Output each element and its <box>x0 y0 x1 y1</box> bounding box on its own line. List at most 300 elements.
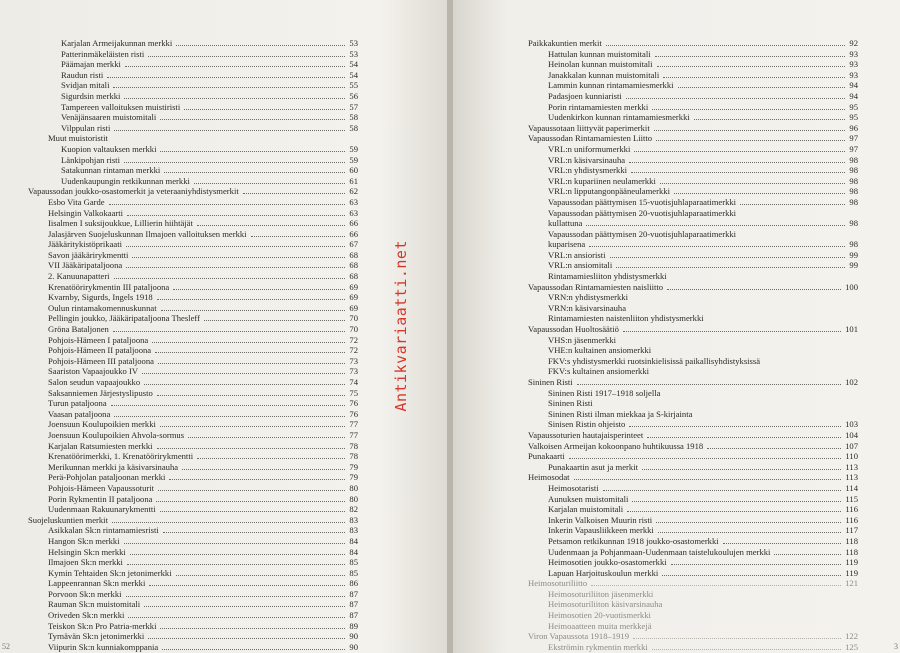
toc-entry <box>528 557 858 568</box>
toc-leader-dots <box>662 575 841 576</box>
toc-entry <box>28 642 358 653</box>
toc-leader-dots <box>251 236 346 237</box>
toc-entry-page: 102 <box>845 377 858 387</box>
toc-entry <box>28 80 358 91</box>
toc-entry-page: 117 <box>845 525 858 536</box>
toc-entry-page: 115 <box>845 493 858 504</box>
toc-entry-title: VRL:n ansiomitali <box>548 260 613 271</box>
toc-entry-page: 85 <box>349 557 358 568</box>
toc-entry <box>528 621 858 632</box>
toc-entry-title: Saariston Vapaajoukko IV <box>48 366 139 377</box>
toc-leader-dots <box>652 649 841 650</box>
toc-entry-title: Pohjois-Hämeen III pataljoona <box>48 355 154 366</box>
toc-entry <box>528 260 858 271</box>
toc-entry-title: Rintamamiesliiton yhdistysmerkki <box>548 271 667 282</box>
toc-leader-dots <box>647 437 841 438</box>
toc-entry-page: 99 <box>849 249 858 260</box>
toc-entry-page: 100 <box>845 281 858 292</box>
toc-leader-dots <box>658 532 842 533</box>
toc-entry <box>28 589 358 600</box>
toc-entry <box>528 451 858 462</box>
toc-entry <box>528 377 858 388</box>
toc-entry-page: 60 <box>349 165 358 176</box>
toc-leader-dots <box>127 215 345 216</box>
toc-entry-page: 53 <box>349 38 358 48</box>
toc-entry <box>528 208 858 219</box>
toc-entry-page: 95 <box>849 101 858 112</box>
toc-entry-title: Salon seudun vapaajoukko <box>48 377 141 387</box>
toc-entry <box>528 250 858 261</box>
toc-entry-page: 84 <box>349 546 358 557</box>
toc-leader-dots <box>243 193 346 194</box>
toc-entry <box>28 165 358 176</box>
toc-entry-page: 96 <box>849 122 858 133</box>
toc-entry-page: 58 <box>349 112 358 123</box>
toc-entry-page: 119 <box>845 567 858 578</box>
toc-entry-title: Perä-Pohjolan pataljoonan merkki <box>48 472 166 483</box>
toc-entry-title: VRL:n käsivarsinauha <box>548 154 626 165</box>
toc-entry-page: 94 <box>849 80 858 91</box>
toc-entry <box>28 483 358 494</box>
toc-entry <box>28 557 358 568</box>
toc-entry-title: 2. Kanuunapatteri <box>48 271 110 282</box>
toc-leader-dots <box>182 469 345 470</box>
toc-entry-page: 62 <box>349 186 358 197</box>
toc-entry <box>528 144 858 155</box>
toc-leader-dots <box>112 522 345 523</box>
toc-entry-page: 93 <box>849 69 858 80</box>
toc-entry-page: 68 <box>349 249 358 260</box>
toc-leader-dots <box>128 617 345 618</box>
toc-entry-title: Janakkalan kunnan muistomitali <box>548 69 660 80</box>
toc-leader-dots <box>586 225 845 226</box>
toc-entry-title: Ilmajoen Sk:n merkki <box>48 557 123 568</box>
toc-entry <box>528 239 858 250</box>
toc-leader-dots <box>109 204 346 205</box>
toc-entry-title: Sininen Risti <box>548 398 593 409</box>
toc-entry <box>528 504 858 515</box>
toc-entry <box>28 303 358 314</box>
toc-entry <box>28 197 358 208</box>
toc-entry-title: FKV:s yhdistysmerkki ruotsinkielisissä paikallisyhdistyksissä <box>548 355 761 366</box>
toc-entry-title: Heimosoturiliiton käsivarsinauha <box>548 599 663 610</box>
toc-leader-dots <box>656 522 841 523</box>
toc-entry <box>28 70 358 81</box>
toc-entry-page: 76 <box>349 408 358 419</box>
toc-entry <box>28 504 358 515</box>
toc-leader-dots <box>603 490 842 491</box>
toc-entry-page: 97 <box>849 133 858 144</box>
toc-leader-dots <box>156 501 345 502</box>
toc-entry <box>28 218 358 229</box>
toc-entry-title: Pellingin joukko, Jääkäripataljoona Thesleff <box>48 313 200 324</box>
toc-entry-page: 70 <box>349 324 358 335</box>
toc-entry-page: 63 <box>349 207 358 218</box>
toc-entry <box>528 610 858 621</box>
toc-leader-dots <box>610 257 846 258</box>
toc-leader-dots <box>654 130 846 131</box>
toc-right-column <box>528 38 858 652</box>
toc-entry-title: Muut muistoristit <box>48 133 108 144</box>
toc-leader-dots <box>157 448 346 449</box>
toc-entry <box>528 38 858 49</box>
toc-entry <box>528 356 858 367</box>
toc-entry-title: Vapaussodan päättymisen 20-vuotisjuhlaparaatimerkki <box>548 228 737 239</box>
toc-leader-dots <box>660 183 846 184</box>
toc-leader-dots <box>774 554 841 555</box>
toc-entry <box>28 409 358 420</box>
toc-entry-page: 57 <box>349 101 358 112</box>
toc-entry-title: Heimosotien joukko-osastomerkki <box>548 557 667 568</box>
toc-entry-title: Vapaussotaan liittyvät paperimerkit <box>528 122 650 133</box>
toc-entry <box>528 70 858 81</box>
toc-leader-dots <box>142 373 345 374</box>
toc-leader-dots <box>113 331 346 332</box>
toc-entry-page: 90 <box>349 631 358 642</box>
toc-entry <box>528 133 858 144</box>
toc-entry-title: Valkoisen Armeijan kokoonpano huhtikuussa 1918 <box>528 440 704 451</box>
toc-entry-title: Porin rintamamiesten merkki <box>548 101 649 112</box>
toc-entry-page: 68 <box>349 260 358 271</box>
toc-leader-dots <box>149 585 345 586</box>
toc-entry <box>528 398 858 409</box>
toc-entry <box>528 282 858 293</box>
toc-entry <box>528 366 858 377</box>
toc-leader-dots <box>204 320 345 321</box>
toc-entry-title: kuparisena <box>548 239 586 250</box>
toc-entry-title: Kvarnby, Sigurds, Ingels 1918 <box>48 292 153 303</box>
toc-entry <box>528 462 858 473</box>
toc-entry <box>28 38 358 49</box>
toc-entry-title: Lappeenrannan Sk:n merkki <box>48 578 146 589</box>
toc-leader-dots <box>663 77 845 78</box>
toc-entry-title: Rauman Sk:n muistomitali <box>48 599 141 610</box>
toc-left-column <box>28 38 358 652</box>
toc-entry <box>28 324 358 335</box>
toc-entry <box>528 80 858 91</box>
toc-entry-title: Lammin kunnan rintamamiesmerkki <box>548 80 674 91</box>
toc-entry <box>528 409 858 420</box>
toc-leader-dots <box>155 352 345 353</box>
toc-entry <box>28 102 358 113</box>
toc-entry <box>528 303 858 314</box>
toc-leader-dots <box>574 479 842 480</box>
toc-entry-page: 85 <box>349 567 358 578</box>
toc-entry-page: 93 <box>849 59 858 70</box>
toc-entry-page: 77 <box>349 429 358 440</box>
toc-leader-dots <box>197 225 346 226</box>
toc-entry <box>528 197 858 208</box>
toc-leader-dots <box>184 109 345 110</box>
toc-entry-title: Vapaussodan päättymisen 15-vuotisjuhlaparaatimerkki <box>548 196 737 207</box>
toc-leader-dots <box>152 342 345 343</box>
toc-leader-dots <box>626 98 846 99</box>
toc-entry <box>28 621 358 632</box>
toc-leader-dots <box>616 267 845 268</box>
toc-entry-page: 75 <box>349 387 358 398</box>
toc-entry <box>528 155 858 166</box>
toc-entry-title: Uudenmaan ja Pohjanmaan-Uudenmaan taistelukoulujen merkki <box>548 546 771 557</box>
toc-entry-page: 70 <box>349 313 358 324</box>
toc-leader-dots <box>161 310 346 311</box>
toc-entry-page: 94 <box>849 90 858 101</box>
toc-entry <box>528 515 858 526</box>
toc-entry-page: 68 <box>349 271 358 282</box>
toc-leader-dots <box>127 564 345 565</box>
toc-entry-title: Päämajan merkki <box>61 59 121 70</box>
toc-leader-dots <box>627 511 841 512</box>
toc-leader-dots <box>160 151 345 152</box>
toc-entry-title: Vapaussoturien hautajaisperinteet <box>528 429 644 440</box>
toc-leader-dots <box>164 172 345 173</box>
toc-entry <box>528 313 858 324</box>
toc-entry-title: Vaasan pataljoona <box>48 408 111 419</box>
toc-leader-dots <box>148 638 345 639</box>
toc-entry-title: VRN:n käsivarsinauha <box>548 302 627 313</box>
toc-entry-title: Suojeluskuntien merkit <box>28 514 108 525</box>
toc-entry-title: VRN:n yhdistysmerkki <box>548 292 628 303</box>
toc-entry <box>528 430 858 441</box>
toc-entry-title: VHE:n kultainen ansiomerkki <box>548 345 652 356</box>
toc-leader-dots <box>114 416 345 417</box>
toc-entry <box>28 239 358 250</box>
toc-entry-title: Helsingin Valkokaarti <box>48 207 124 218</box>
toc-entry-title: Merikunnan merkki ja käsivarsinauha <box>48 461 179 472</box>
toc-entry-page: 69 <box>349 302 358 313</box>
toc-entry <box>528 536 858 547</box>
toc-entry-title: Sininen Risti 1917–1918 soljella <box>548 387 661 398</box>
toc-entry <box>528 218 858 229</box>
toc-entry-page: 69 <box>349 281 358 292</box>
toc-entry <box>528 599 858 610</box>
toc-entry <box>528 419 858 430</box>
toc-entry-page: 54 <box>349 59 358 70</box>
toc-entry-title: Kymin Tehtaiden Sk:n jetonimerkki <box>48 567 172 578</box>
toc-leader-dots <box>652 109 845 110</box>
toc-entry-page: 104 <box>845 429 858 440</box>
toc-leader-dots <box>740 204 845 205</box>
toc-entry-title: Svidjan mitali <box>61 80 110 91</box>
toc-entry-page: 89 <box>349 620 358 631</box>
toc-entry <box>528 441 858 452</box>
toc-leader-dots <box>113 87 345 88</box>
toc-entry <box>28 356 358 367</box>
toc-entry-page: 66 <box>349 218 358 229</box>
toc-entry-title: Heimosoturiliiton jäsenmerkki <box>548 588 654 599</box>
toc-entry-title: Venäjänsaaren muistomitali <box>61 112 157 123</box>
toc-leader-dots <box>158 490 345 491</box>
toc-leader-dots <box>160 628 345 629</box>
toc-entry <box>528 525 858 536</box>
toc-entry <box>28 377 358 388</box>
toc-leader-dots <box>114 278 346 279</box>
toc-entry-title: Inkerin Valkoisen Muurin risti <box>548 514 653 525</box>
toc-entry-page: 83 <box>349 514 358 525</box>
toc-entry <box>528 345 858 356</box>
toc-entry-page: 56 <box>349 90 358 101</box>
toc-entry-title: Vapaussodan Rintamamiesten Liitto <box>528 133 653 144</box>
toc-entry <box>28 313 358 324</box>
toc-leader-dots <box>694 119 846 120</box>
toc-entry-title: Satakunnan rintaman merkki <box>61 165 161 176</box>
toc-entry <box>28 494 358 505</box>
toc-entry-page: 79 <box>349 472 358 483</box>
toc-entry-page: 58 <box>349 122 358 133</box>
toc-entry-title: Vapaussodan joukko-osastomerkit ja veteraaniyhdistysmerkit <box>28 186 239 197</box>
toc-entry <box>28 133 358 144</box>
toc-entry-title: Pohjois-Hämeen I pataljoona <box>48 334 149 345</box>
toc-leader-dots <box>629 426 841 427</box>
toc-leader-dots <box>162 649 345 650</box>
toc-entry-title: Krenatöörimerkki, 1. Krenatöörirykmentti <box>48 451 194 462</box>
toc-leader-dots <box>667 289 841 290</box>
toc-entry <box>28 208 358 219</box>
toc-leader-dots <box>632 501 841 502</box>
toc-entry-page: 72 <box>349 334 358 345</box>
toc-entry <box>528 229 858 240</box>
toc-entry-title: Helsingin Sk:n merkki <box>48 546 126 557</box>
toc-leader-dots <box>623 331 841 332</box>
toc-leader-dots <box>707 448 841 449</box>
toc-entry <box>28 547 358 558</box>
toc-entry <box>28 186 358 197</box>
toc-entry-page: 98 <box>849 196 858 207</box>
right-page <box>453 0 900 653</box>
toc-entry-title: Sigurdsin merkki <box>61 90 121 101</box>
toc-entry <box>28 451 358 462</box>
toc-entry-page: 66 <box>349 228 358 239</box>
toc-entry <box>28 292 358 303</box>
toc-entry-title: Kuopion valtauksen merkki <box>61 143 157 154</box>
toc-entry <box>528 483 858 494</box>
toc-entry-page: 122 <box>845 631 858 642</box>
toc-entry-title: Viipurin Sk:n kunniakomppania <box>48 641 159 652</box>
toc-entry <box>528 102 858 113</box>
toc-entry-title: Jääkäritykistöprikaati <box>48 239 122 250</box>
toc-entry <box>28 419 358 430</box>
toc-entry-title: Punakaartin asut ja merkit <box>548 461 638 472</box>
toc-leader-dots <box>126 596 346 597</box>
left-page <box>0 0 447 653</box>
toc-entry-page: 54 <box>349 69 358 80</box>
toc-entry <box>28 144 358 155</box>
toc-entry <box>28 49 358 60</box>
toc-entry-title: Punakaarti <box>528 451 565 462</box>
toc-entry-page: 92 <box>849 38 858 48</box>
toc-entry <box>28 176 358 187</box>
toc-entry <box>28 345 358 356</box>
toc-entry-title: Aunuksen muistomitali <box>548 493 629 504</box>
toc-entry-title: VRL:n lipputangonpääneulamerkki <box>548 186 670 197</box>
toc-leader-dots <box>655 56 846 57</box>
toc-entry <box>528 578 858 589</box>
toc-entry-title: Sininen Risti <box>528 377 573 387</box>
toc-entry-title: Heimosoturiliitto <box>528 578 588 589</box>
toc-leader-dots <box>144 606 345 607</box>
toc-entry-title: Sinisen Ristin ohjeisto <box>548 419 626 430</box>
toc-entry-title: Esbo Vita Garde <box>48 196 105 207</box>
toc-entry-title: Krenatöörirykmentin III pataljoona <box>48 281 170 292</box>
toc-entry-title: VRL:n ansioristi <box>548 249 606 260</box>
page-number-right: 3 <box>894 642 898 651</box>
toc-entry-title: kullattuna <box>548 218 583 229</box>
toc-leader-dots <box>674 193 845 194</box>
toc-leader-dots <box>124 98 345 99</box>
toc-entry-page: 118 <box>845 535 858 546</box>
toc-leader-dots <box>130 554 346 555</box>
toc-entry <box>28 282 358 293</box>
toc-entry-page: 78 <box>349 451 358 462</box>
toc-entry <box>28 250 358 261</box>
toc-leader-dots <box>176 575 346 576</box>
toc-leader-dots <box>126 267 345 268</box>
toc-leader-dots <box>157 395 346 396</box>
toc-entry-page: 53 <box>349 48 358 59</box>
toc-entry <box>28 430 358 441</box>
toc-entry-title: Porin Rykmentin II pataljoona <box>48 493 153 504</box>
toc-entry-title: Heinolan kunnan muistomitali <box>548 59 653 70</box>
toc-entry-title: VRL:n uniformumerkki <box>548 143 631 154</box>
toc-entry-title: Turun pataljoona <box>48 398 107 409</box>
toc-entry-page: 99 <box>849 260 858 271</box>
toc-entry <box>28 536 358 547</box>
toc-entry-page: 79 <box>349 461 358 472</box>
toc-entry-page: 125 <box>845 641 858 652</box>
toc-entry-title: Vapaussodan Huoltosäätiö <box>528 324 619 335</box>
toc-entry-title: VII Jääkäripataljoona <box>48 260 123 271</box>
toc-entry-page: 98 <box>849 154 858 165</box>
toc-entry <box>28 462 358 473</box>
toc-entry-page: 86 <box>349 578 358 589</box>
toc-entry-page: 67 <box>349 239 358 250</box>
toc-leader-dots <box>629 162 845 163</box>
toc-entry-page: 78 <box>349 440 358 451</box>
toc-entry <box>28 155 358 166</box>
toc-leader-dots <box>633 638 841 639</box>
toc-entry <box>528 292 858 303</box>
toc-entry-title: Vapaussodan Rintamamiesten naisliitto <box>528 281 664 292</box>
toc-entry <box>28 366 358 377</box>
toc-entry-page: 113 <box>845 472 858 483</box>
toc-leader-dots <box>148 56 345 57</box>
toc-entry <box>28 335 358 346</box>
toc-entry-page: 77 <box>349 419 358 430</box>
toc-entry <box>28 631 358 642</box>
toc-leader-dots <box>634 151 845 152</box>
toc-entry-page: 80 <box>349 482 358 493</box>
toc-entry <box>528 568 858 579</box>
toc-entry-title: VRL:n kupariinen neulamerkki <box>548 175 656 186</box>
toc-leader-dots <box>157 299 346 300</box>
toc-entry-page: 119 <box>845 557 858 568</box>
toc-entry <box>28 388 358 399</box>
toc-leader-dots <box>160 119 345 120</box>
toc-entry-title: Karjalan muistomitali <box>548 504 624 515</box>
toc-entry-page: 76 <box>349 398 358 409</box>
toc-entry-title: Pohjois-Hämeen Vapaussoturit <box>48 482 155 493</box>
toc-leader-dots <box>188 437 345 438</box>
toc-leader-dots <box>656 140 845 141</box>
toc-entry-title: Uudenkirkon kunnan rintamamiesmerkki <box>548 112 690 123</box>
toc-entry <box>528 547 858 558</box>
toc-entry-page: 55 <box>349 80 358 91</box>
toc-entry-page: 59 <box>349 143 358 154</box>
toc-entry-title: Hangon Sk:n merkki <box>48 535 120 546</box>
toc-leader-dots <box>125 66 346 67</box>
toc-entry-title: Saksanniemen Järjestyslipusto <box>48 387 153 398</box>
toc-entry-title: VHS:n jäsenmerkki <box>548 334 617 345</box>
toc-leader-dots <box>132 257 345 258</box>
